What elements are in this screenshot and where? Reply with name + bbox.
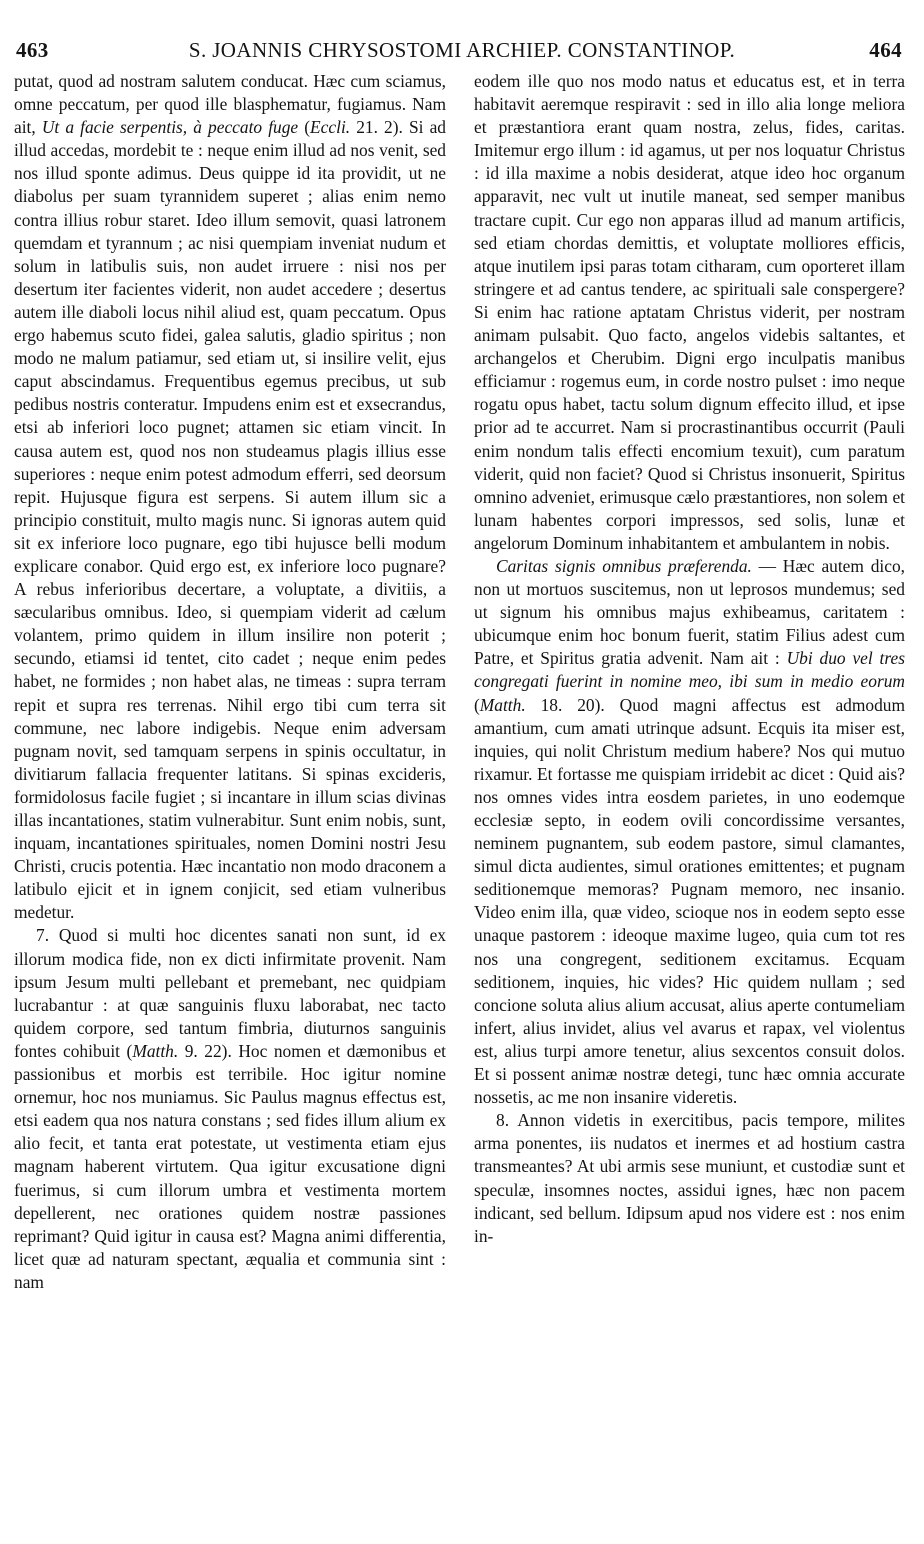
- text-run: eodem ille quo nos modo natus et educatus est, et in terra habitavit aeremque respiravit : sed in illo alia longe meliora et præstantiora erant quam nostra, zelus, fides, caritas. Imitemur ergo illum : id agamus, ut per nos loquatur Christus : id illa maxime a nobis desiderat, atque ideo hoc organum apparavit, nec vult ut inutile maneat, sed semper manibus tractare cupit. Cur ego non apparas illud ad manum artificis, sed etiam chordas demittis, et voluptate molliores efficis, atque inutilem ipsi paras totam citharam, cum oporteret illam stringere et ad cantus tendere, ac spirituali sale conspergere? Si enim hac ratione aptatam Christus viderit, per nostram animam pulsabit. Quo facto, angelos videbis saltantes, et archangelos et Cherubim. Digni ergo inculpatis manibus efficiamur : rogemus eum, in corde nostro pulset : imo neque rogatu opus habet, tactu solum dignum effecito illud, et ipse prior ad te accurret. Nam si procrastinantibus occurrit (Pauli enim nondum talis effecti encomium texuit), cum paratum viderit, quid non faciet? Quod si Christus insonuerit, Spiritus omnino adveniet, erimusque cælo præstantiores, non solem et lunam habentes corpori impressos, sed solis, lunæ et angelorum Dominum inhabitantem et ambulantem in nobis.: [474, 71, 905, 553]
- text-run: (: [474, 694, 480, 715]
- paragraph: [474, 555, 905, 1109]
- scripture-reference: Eccli.: [310, 117, 351, 138]
- right-column: [474, 70, 905, 1248]
- text-run: putat, quod ad nostram salutem conducat. Hæc cum sciamus, omne peccatum, per quod ille blasphematur, fugiamus. Nam ait,: [14, 71, 446, 138]
- paragraph: [14, 70, 446, 924]
- text-run: 9. 22). Hoc nomen et dæmonibus et passionibus et morbis est terribile. Hoc igitur nomine ornemur, hoc nos muniamus. Sic Paulus magnus effectus est, etsi eadem qua nos natura constans ; sed fides illum alium ex alio fecit, et tanta erat potestate, ut vestimenta etiam ejus magnam haberent virtutem. Qua igitur excusatione digni fuerimus, si cum illorum umbra et vestimenta mortem depellerent, nec orationes quidem nostræ passiones reprimant? Quid igitur in causa est? Magna animi differentia, licet quæ ad naturam spectant, æqualia et communia sint : nam: [14, 1040, 446, 1292]
- paragraph-7: [14, 924, 446, 1294]
- page-number-left: 463: [16, 38, 49, 62]
- text-run: 7. Quod si multi hoc dicentes sanati non sunt, id ex illorum modica fide, non ex dicti infirmitate provenit. Nam ipsum Jesum multi pellebant et premebant, nec quidpiam lucrabantur : at quæ sanguinis fluxu laborabat, nec tacto quidem corpore, sed tantum fimbria, diuturnos sanguinis fontes cohibuit (: [14, 925, 446, 1061]
- text-run: 21. 2). Si ad illud accedas, mordebit te : neque enim illud ad nos venit, sed nos illud sponte adimus. Deus quippe id ita providit, ut ne diabolus per suam tyrannidem superet ; alias enim nemo contra illius robur staret. Ideo illum semovit, quasi latronem quemdam et tyrannum ; ac nisi quempiam inveniat nudum et solum in latibulis suis, non audet irruere : nisi nos per desertum iter facientes viderit, non audet accedere ; desertus autem ille diaboli locus nihil aliud est, quam peccatum. Opus ergo habemus scuto fidei, galea salutis, gladio spiritus ; non modo ne malum patiamur, sed etiam ut, si insilire velit, ejus caput abscindamus. Frequentibus egemus precibus, ut sub pedibus nostris conteratur. Impudens enim est et exsecrandus, etsi ab inferiori loco pugnet; attamen sic etiam vincit. In causa autem est, quod nos non studeamus plagis illius esse superiores : neque enim potest admodum efferri, sed deorsum repit. Hujusque figura est serpens. Si autem illum sic a principio constituit, multo magis nunc. Si ignoras autem quid sit ex inferiore loco pugnare, ego tibi hujusce belli modum explicare conabor. Quid ergo est, ex inferiore loco pugnare? A rebus inferioribus decertare, a voluptate, a divitiis, a sæcularibus omnibus. Ideo, si quempiam viderit ad cælum volantem, primo quidem in illum insilire non poterit ; secundo, etiamsi id tentet, cito cadet ; neque enim pedes habet, ne formides ; non habet alas, ne timeas : supra terram repit et supra res terrenas. Nihil ergo tibi cum terra sit commune, nec labore indigebis. Neque enim adversam pugnam novit, sed tamquam serpens in spinis occultatur, in divitiarum fallacia frequenter latitans. Si spinas excideris, formidolosus facile fugiet ; si incantare in illum scias divinas illas incantationes, statim vulnerabitur. Sunt enim nobis, sunt, inquam, incantationes spirituales, nomen Domini nostri Jesu Christi, crucis potentia. Hæc incantatio non modo draconem a latibulo ejicit et in ignem conjicit, sed etiam vulneribus medetur.: [14, 117, 447, 923]
- scripture-quote: Ut a facie serpentis, à peccato fuge: [41, 117, 299, 138]
- text-run: — Hæc autem dico, non ut mortuos suscitemus, non ut leprosos mundemus; sed ut signum his omnibus majus exhibeamus, caritatem : ubicumque enim hoc bonum fuerit, statim Filius adest cum Patre, et Spiritus gratia advenit. Nam ait :: [474, 555, 905, 669]
- section-heading: Caritas signis omnibus præferenda.: [496, 555, 752, 576]
- text-run: 18. 20). Quod magni affectus est admodum amantium, cum amati utrinque adsunt. Ecquis ita miser est, inquies, qui nolit Christum medium habere? Nos qui mutuo rixamur. Et fortasse me quispiam irridebit ac dicet : Quid ais? nos omnes vides intra eosdem parietes, in uno eodemque ecclesiæ septo, in eodem ovili concordissime versantes, neminem pugnantem, sub eodem pastore, simul clamantes, simul dicta audientes, simul orationes emittentes; et pugnam seditionemque memoras? Pugnam memoro, nec insanio. Video enim illa, quæ video, scioque nos in eodem septo esse unaque pastorem : ideoque maxime lugeo, quia cum tot res nos una congregent, seditionem excitamus. Ecquam seditionem, inquies, hic vides? Hic quidem nullam ; sed concione soluta alius alium accusat, alius aperte contumeliam infert, alius invidet, alius vel avarus et rapax, vel violentus est, alius turpi amore tenetur, alius sexcentos consuit dolos. Et si possent animæ nostræ detegi, tunc hæc omnia accurate nossetis, ac me non insanire videretis.: [474, 694, 905, 1108]
- paragraph-8: 8. Annon videtis in exercitibus, pacis tempore, milites arma ponentes, iis nudatos et inermes et ad hostium castra transmeantes? At ubi armis sese muniunt, et custodiæ sunt et speculæ, insomnes noctes, assidui ignes, hæc non pacem indicant, sed bellum. Idipsum apud nos videre est : nos enim in-: [474, 1110, 905, 1246]
- running-header: [0, 38, 924, 68]
- scripture-reference: Matth.: [479, 694, 526, 715]
- text-run: (: [298, 117, 311, 138]
- scripture-reference: Matth.: [132, 1040, 179, 1061]
- scripture-quote: Ubi duo vel tres congregati fuerint in nomine meo, ibi sum in medio eorum: [474, 648, 905, 692]
- paragraph: [474, 70, 905, 555]
- left-column: [14, 70, 446, 1294]
- running-title: S. JOANNIS CHRYSOSTOMI ARCHIEP. CONSTANTINOP.: [188, 38, 736, 62]
- page-number-right: 464: [869, 38, 902, 62]
